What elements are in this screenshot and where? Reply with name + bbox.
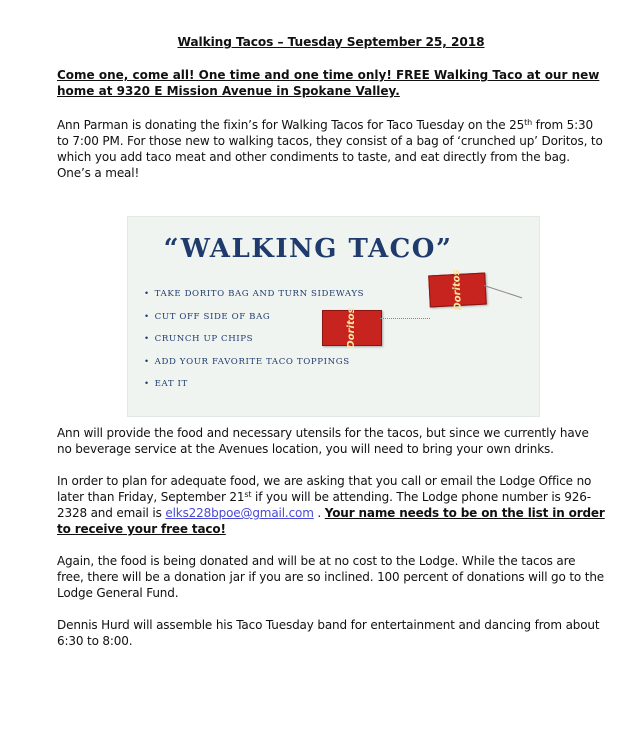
doritos-bag-icon (428, 269, 487, 311)
arrow-icon (484, 285, 522, 298)
flyer-step: • CUT OFF SIDE OF BAG (144, 312, 364, 335)
flyer-step: • EAT IT (144, 379, 364, 402)
page-title: Walking Tacos – Tuesday September 25, 2018 (177, 35, 485, 49)
flyer-step: • CRUNCH UP CHIPS (144, 334, 364, 357)
flyer-step: • TAKE DORITO BAG AND TURN SIDEWAYS (144, 289, 364, 312)
email-link[interactable]: elks228bpoe@gmail.com (165, 506, 314, 520)
rsvp-emphasis: Your name needs to be on the list in order to receive your free taco! (57, 506, 605, 536)
lead-announcement: Come one, come all! One time and one time only! FREE Walking Taco at our new home at 9320 E Mission Avenue in Spokane Valley. (57, 68, 600, 98)
walking-taco-flyer-image (127, 216, 540, 417)
flyer-title: “WALKING TACO” (163, 234, 453, 264)
rsvp-text: In order to plan for adequate food, we are asking that you call or email the Lodge Office no later than Friday, September 21 (57, 474, 592, 504)
bag-logo: Doritos (450, 269, 464, 311)
cut-line (380, 318, 430, 319)
donation-paragraph: Again, the food is being donated and will be at no cost to the Lodge. While the tacos are free, there will be a donation jar if you are so inclined. 100 percent of donations will go to the Lodge General Fund. (57, 554, 605, 600)
intro-text: Ann Parman is donating the fixin’s for Walking Tacos for Taco Tuesday on the 25 (57, 118, 525, 132)
entertainment-paragraph: Dennis Hurd will assemble his Taco Tuesday band for entertainment and dancing from about 6:30 to 8:00. (57, 618, 600, 648)
doritos-bag-icon (322, 307, 382, 349)
intro-paragraph (57, 117, 605, 181)
rsvp-text-after: . (313, 506, 325, 520)
ordinal-suffix: st (244, 490, 252, 499)
rsvp-text-middle: if you will be attending. The Lodge phone number is 926-2328 and email is (57, 490, 591, 520)
flyer-step: • ADD YOUR FAVORITE TACO TOPPINGS (144, 357, 364, 380)
food-paragraph: Ann will provide the food and necessary utensils for the tacos, but since we currently have no beverage service at the Avenues location, you will need to bring your own drinks. (57, 426, 589, 456)
ordinal-suffix: th (524, 118, 532, 127)
bag-logo: Doritos (346, 307, 357, 349)
intro-text-continued: from 5:30 to 7:00 PM. For those new to walking tacos, they consist of a bag of ‘crunched up’ Doritos, to which you add taco meat and other condiments to taste, and eat directly from the bag. One’s a meal! (57, 118, 603, 180)
rsvp-paragraph (57, 473, 605, 537)
